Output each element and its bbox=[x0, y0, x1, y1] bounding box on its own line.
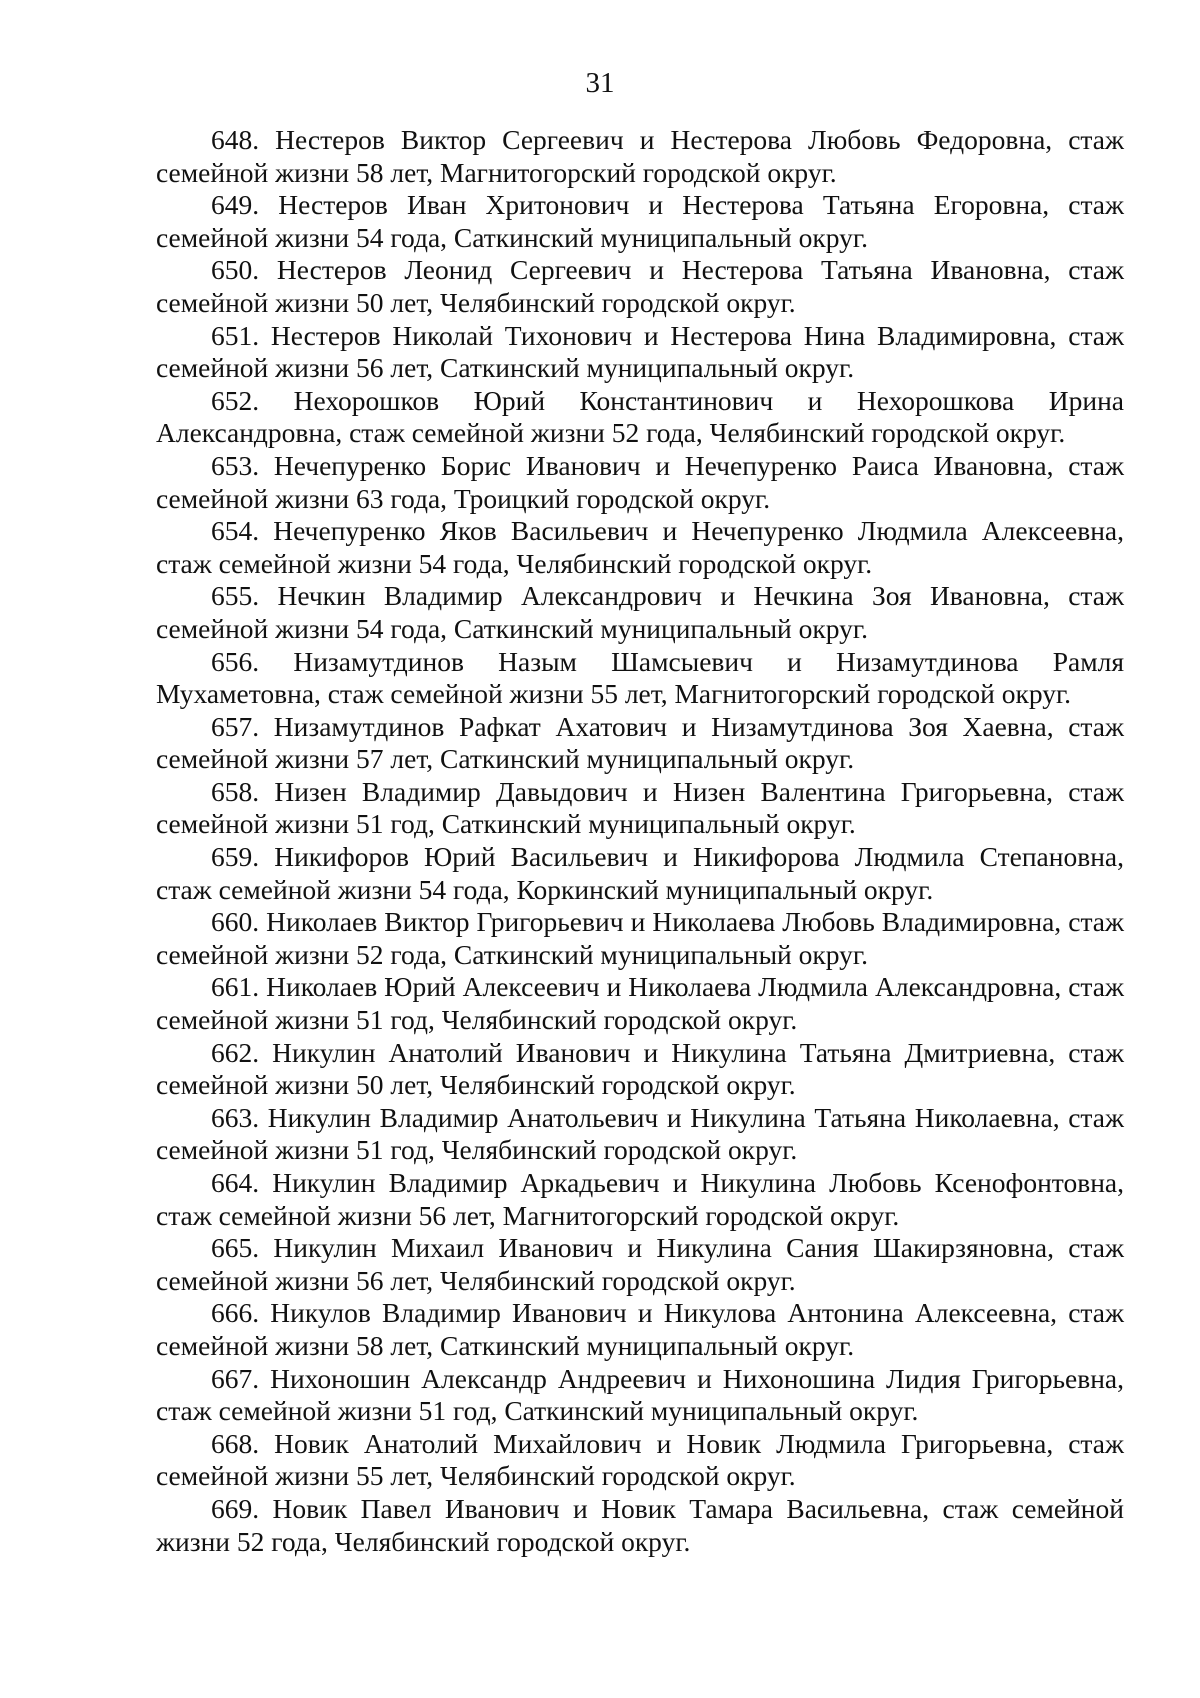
list-item: 653. Нечепуренко Борис Иванович и Нечепуренко Раиса Ивановна, стаж семейной жизни 63 года, Троицкий городской округ. bbox=[156, 449, 1124, 514]
list-item: 659. Никифоров Юрий Васильевич и Никифорова Людмила Степановна, стаж семейной жизни 54 года, Коркинский муниципальный округ. bbox=[156, 841, 1124, 905]
list-item: 656. Низамутдинов Назым Шамсыевич и Низамутдинова Рамля Мухаметовна, стаж семейной жизни 55 лет, Магнитогорский городской округ. bbox=[156, 645, 1124, 710]
page-number: 31 bbox=[585, 67, 615, 99]
list-item: 651. Нестеров Николай Тихонович и Нестерова Нина Владимировна, стаж семейной жизни 56 лет, Саткинский муниципальный округ. bbox=[156, 319, 1124, 384]
list-item: 655. Нечкин Владимир Александрович и Нечкина Зоя Ивановна, стаж семейной жизни 54 года, Саткинский муниципальный округ. bbox=[156, 580, 1124, 644]
list-item: 665. Никулин Михаил Иванович и Никулина Сания Шакирзяновна, стаж семейной жизни 56 лет, Челябинский городской округ. bbox=[156, 1232, 1124, 1296]
list-item: 663. Никулин Владимир Анатольевич и Никулина Татьяна Николаевна, стаж семейной жизни 51 год, Челябинский городской округ. bbox=[156, 1101, 1124, 1166]
list-item: 667. Нихоношин Александр Андреевич и Нихоношина Лидия Григорьевна, стаж семейной жизни 51 год, Саткинский муниципальный округ. bbox=[156, 1362, 1124, 1427]
list-item: 657. Низамутдинов Рафкат Ахатович и Низамутдинова Зоя Хаевна, стаж семейной жизни 57 лет, Саткинский муниципальный округ. bbox=[156, 710, 1124, 775]
list-item: 652. Нехорошков Юрий Константинович и Нехорошкова Ирина Александровна, стаж семейной жизни 52 года, Челябинский городской округ. bbox=[156, 384, 1124, 449]
list-item: 661. Николаев Юрий Алексеевич и Николаева Людмила Александровна, стаж семейной жизни 51 год, Челябинский городской округ. bbox=[156, 971, 1124, 1036]
list-item: 658. Низен Владимир Давыдович и Низен Валентина Григорьевна, стаж семейной жизни 51 год, Саткинский муниципальный округ. bbox=[156, 775, 1124, 840]
list-item: 654. Нечепуренко Яков Васильевич и Нечепуренко Людмила Алексеевна, стаж семейной жизни 54 года, Челябинский городской округ. bbox=[156, 515, 1124, 579]
list-item: 648. Нестеров Виктор Сергеевич и Нестерова Любовь Федоровна, стаж семейной жизни 58 лет, Магнитогорский городской округ. bbox=[156, 124, 1124, 188]
list-item: 668. Новик Анатолий Михайлович и Новик Людмила Григорьевна, стаж семейной жизни 55 лет, Челябинский городской округ. bbox=[156, 1427, 1124, 1492]
list-item: 649. Нестеров Иван Хритонович и Нестерова Татьяна Егоровна, стаж семейной жизни 54 года, Саткинский муниципальный округ. bbox=[156, 189, 1124, 253]
list-item: 669. Новик Павел Иванович и Новик Тамара Васильевна, стаж семейной жизни 52 года, Челябинский городской округ. bbox=[156, 1492, 1124, 1557]
list-item: 662. Никулин Анатолий Иванович и Никулина Татьяна Дмитриевна, стаж семейной жизни 50 лет, Челябинский городской округ. bbox=[156, 1036, 1124, 1101]
list-item: 660. Николаев Виктор Григорьевич и Николаева Любовь Владимировна, стаж семейной жизни 52 года, Саткинский муниципальный округ. bbox=[156, 906, 1124, 970]
list-item: 664. Никулин Владимир Аркадьевич и Никулина Любовь Ксенофонтовна, стаж семейной жизни 56 лет, Магнитогорский городской округ. bbox=[156, 1167, 1124, 1231]
entry-list bbox=[156, 124, 1124, 1558]
list-item: 666. Никулов Владимир Иванович и Никулова Антонина Алексеевна, стаж семейной жизни 58 лет, Саткинский муниципальный округ. bbox=[156, 1297, 1124, 1361]
list-item: 650. Нестеров Леонид Сергеевич и Нестерова Татьяна Ивановна, стаж семейной жизни 50 лет, Челябинский городской округ. bbox=[156, 254, 1124, 318]
